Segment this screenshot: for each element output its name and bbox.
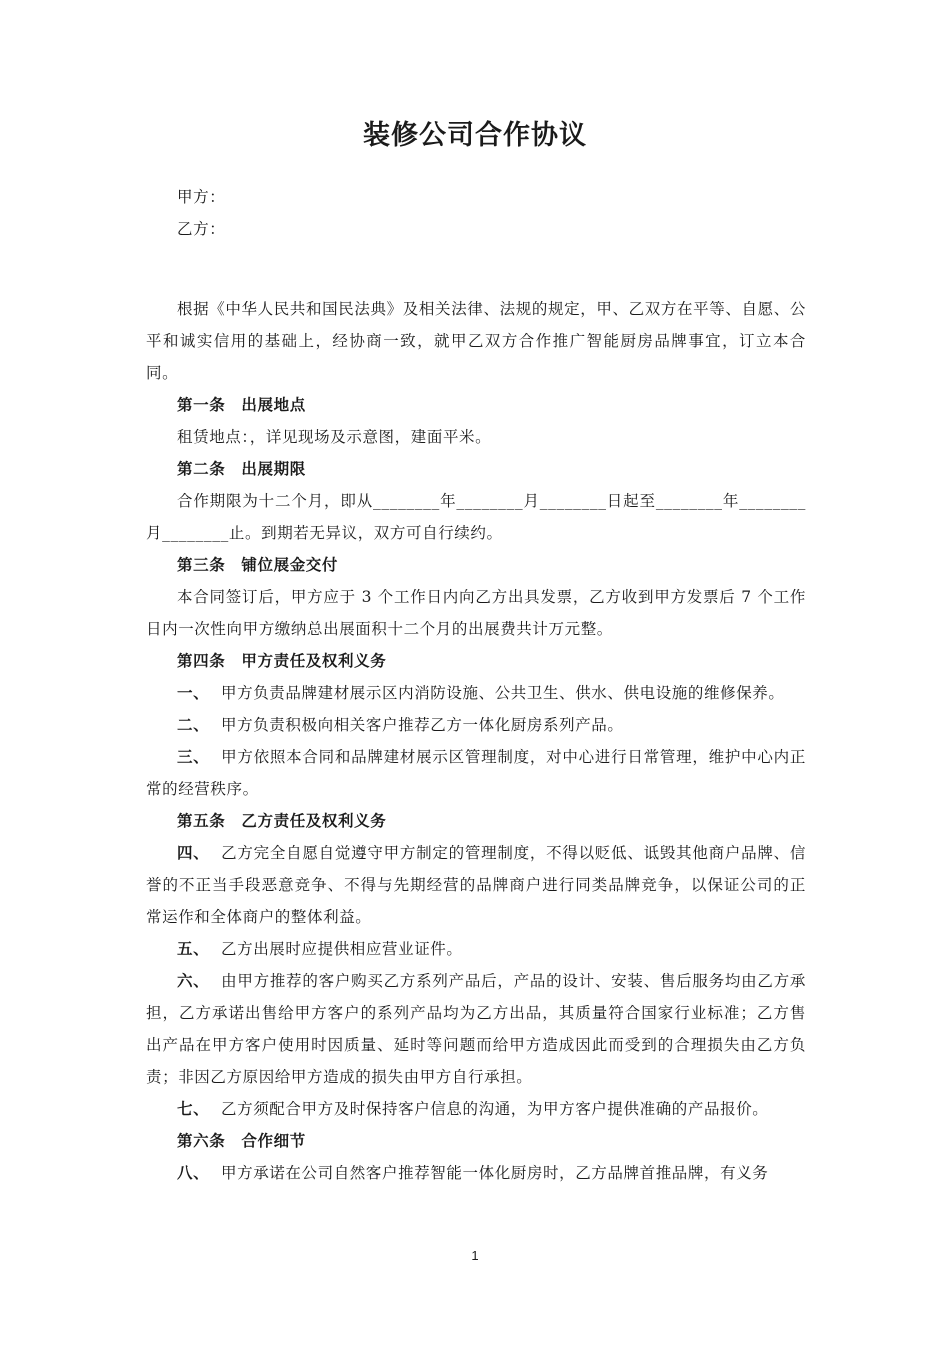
clause-4 xyxy=(146,837,806,933)
article-4-heading: 第四条 甲方责任及权利义务 xyxy=(177,651,387,670)
clause-number: 五、 xyxy=(177,939,210,958)
party-a-line: 甲方： xyxy=(177,188,226,206)
intro-paragraph: 根据《中华人民共和国民法典》及相关法律、法规的规定，甲、乙双方在平等、自愿、公平和诚实信用的基础上，经协商一致，就甲乙双方合作推广智能厨房品牌事宜，订立本合同。 xyxy=(146,300,806,382)
clause-7 xyxy=(146,1093,806,1125)
clause-text: 甲方负责积极向相关客户推荐乙方一体化厨房系列产品。 xyxy=(221,716,624,734)
article-2-text: 合作期限为十二个月，即从________年________月________日起至________年________月________止。到期若无异议，双方可自行续约。 xyxy=(146,492,806,542)
article-1-text: 租赁地点：，详见现场及示意图，建面平米。 xyxy=(177,428,492,446)
clause-number: 二、 xyxy=(177,715,210,734)
clause-6 xyxy=(146,965,806,1093)
document-title: 装修公司合作协议 xyxy=(363,120,587,151)
clause-number: 三、 xyxy=(177,747,210,766)
clause-2 xyxy=(146,709,806,741)
clause-number: 一、 xyxy=(177,683,210,702)
document-body xyxy=(146,181,806,1189)
clause-5 xyxy=(146,933,806,965)
clause-number: 六、 xyxy=(177,971,210,990)
clause-text: 甲方承诺在公司自然客户推荐智能一体化厨房时，乙方品牌首推品牌，有义务 xyxy=(221,1164,769,1182)
clause-number: 四、 xyxy=(177,843,210,862)
clause-1 xyxy=(146,677,806,709)
clause-text: 甲方依照本合同和品牌建材展示区管理制度，对中心进行日常管理，维护中心内正常的经营秩序。 xyxy=(146,748,806,798)
article-1-heading: 第一条 出展地点 xyxy=(177,395,306,414)
article-3-heading: 第三条 铺位展金交付 xyxy=(177,555,339,574)
article-5-heading: 第五条 乙方责任及权利义务 xyxy=(177,811,387,830)
clause-text: 由甲方推荐的客户购买乙方系列产品后，产品的设计、安装、售后服务均由乙方承担，乙方承诺出售给甲方客户的系列产品均为乙方出品，其质量符合国家行业标准；乙方售出产品在甲方客户使用时因质量、延时等问题而给甲方造成因此而受到的合理损失由乙方负责；非因乙方原因给甲方造成的损失由甲方自行承担。 xyxy=(146,972,806,1086)
clause-number: 七、 xyxy=(177,1099,210,1118)
blank-spacer xyxy=(146,245,806,277)
clause-3 xyxy=(146,741,806,805)
clause-text: 乙方出展时应提供相应营业证件。 xyxy=(221,940,463,958)
clause-number: 八、 xyxy=(177,1163,210,1182)
clause-text: 乙方须配合甲方及时保持客户信息的沟通，为甲方客户提供准确的产品报价。 xyxy=(221,1100,769,1118)
party-b-line: 乙方： xyxy=(177,220,226,238)
clause-8 xyxy=(146,1157,806,1189)
article-6-heading: 第六条 合作细节 xyxy=(177,1131,306,1150)
article-2-heading: 第二条 出展期限 xyxy=(177,459,306,478)
page-number: 1 xyxy=(471,1248,479,1263)
clause-text: 甲方负责品牌建材展示区内消防设施、公共卫生、供水、供电设施的维修保养。 xyxy=(221,684,785,702)
clause-text: 乙方完全自愿自觉遵守甲方制定的管理制度，不得以贬低、诋毁其他商户品牌、信誉的不正当手段恶意竞争、不得与先期经营的品牌商户进行同类品牌竞争，以保证公司的正常运作和全体商户的整体利益。 xyxy=(146,844,806,926)
article-3-text: 本合同签订后，甲方应于 3 个工作日内向乙方出具发票，乙方收到甲方发票后 7 个工作日内一次性向甲方缴纳总出展面积十二个月的出展费共计万元整。 xyxy=(146,588,806,638)
